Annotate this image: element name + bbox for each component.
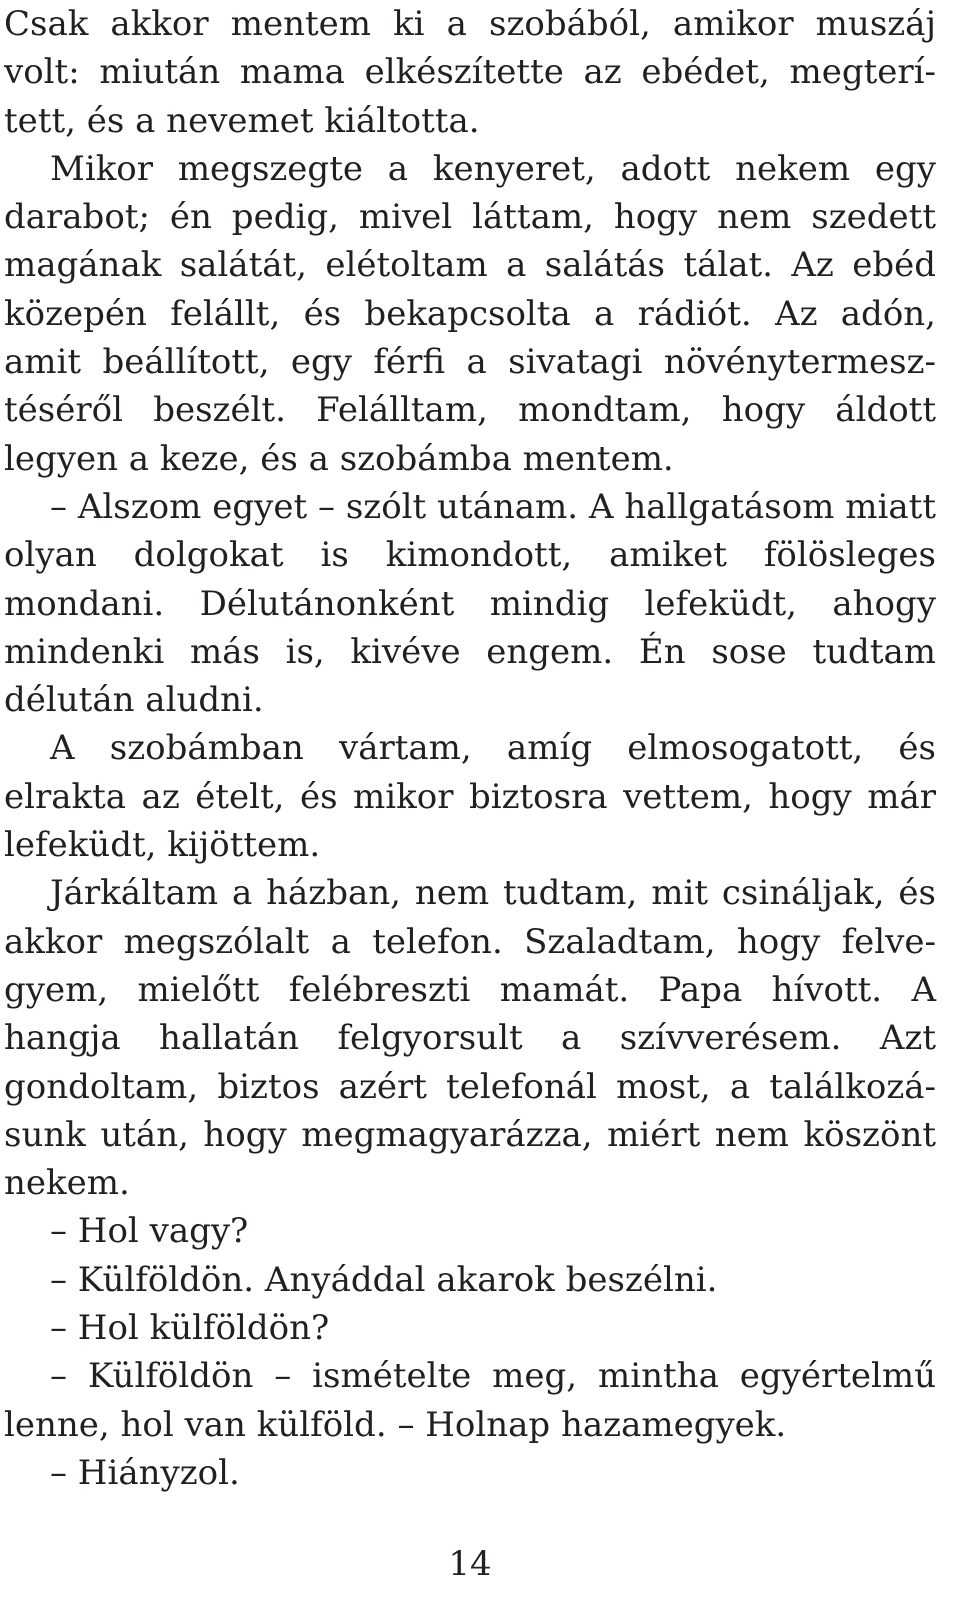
paragraph: Járkáltam a házban, nem tudtam, mit csináljak, és akkor megszólalt a telefon. Szaladtam, hogy felvegyem, mielőtt felébreszti mamát. Papa hívott. A hangja hallatán felgyorsult a szívverésem. Azt gondoltam, biztos azért telefonál most, a találkozásunk után, hogy megmagyarázza, miért nem köszönt nekem. — [4, 873, 936, 1204]
dialogue-line: – Külföldön – ismételte meg, mintha egyértelmű lenne, hol van külföld. – Holnap hazamegyek. — [4, 1356, 936, 1445]
page-number: 14 — [448, 1544, 492, 1584]
dialogue-line: – Hol vagy? — [50, 1211, 249, 1252]
page-body — [4, 0, 936, 1497]
dialogue-line: – Hol külföldön? — [50, 1308, 330, 1349]
paragraph: A szobámban vártam, amíg elmosogatott, és elrakta az ételt, és mikor biztosra vettem, hogy már lefeküdt, kijöttem. — [4, 728, 936, 866]
dialogue-line: – Hiányzol. — [50, 1452, 240, 1493]
paragraph: Csak akkor mentem ki a szobából, amikor muszáj volt: miután mama elkészítette az ebédet, megterített, és a nevemet kiáltotta. — [4, 4, 936, 141]
paragraph: Mikor megszegte a kenyeret, adott nekem egy darabot; én pedig, mivel láttam, hogy nem szedett magának salátát, elétoltam a salátás tálat. Az ebéd közepén felállt, és bekapcsolta a rádiót. Az adón, amit beállított, egy férfi a sivatagi növénytermesztéséről beszélt. Felálltam, mondtam, hogy áldott legyen a keze, és a szobámba mentem. — [4, 148, 936, 479]
paragraph: – Alszom egyet – szólt utánam. A hallgatásom miatt olyan dolgokat is kimondott, amiket fölösleges mondani. Délutánonként mindig lefeküdt, ahogy mindenki más is, kivéve engem. Én sose tudtam délután aludni. — [4, 486, 936, 721]
dialogue-line: – Külföldön. Anyáddal akarok beszélni. — [50, 1259, 718, 1300]
